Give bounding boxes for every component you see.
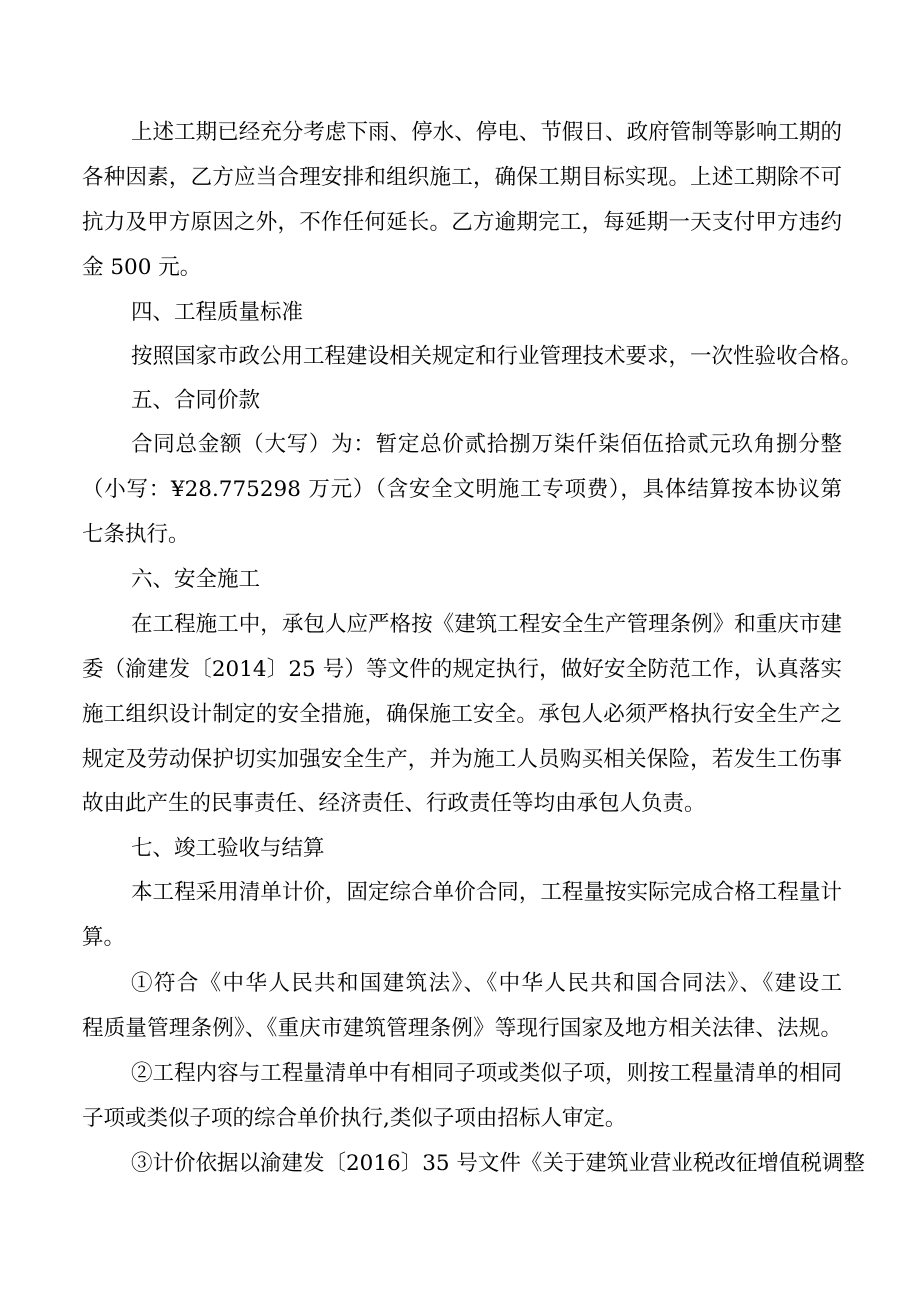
paragraph-line: 金 500 元。 — [82, 255, 202, 280]
section-heading-quality: 四、工程质量标准 — [131, 300, 304, 325]
paragraph-line: （小写：¥28.775298 万元）（含安全文明施工专项费），具体结算按本协议第 — [82, 477, 842, 502]
paragraph-line: 规定及劳动保护切实加强安全生产，并为施工人员购买相关保险，若发生工伤事 — [82, 747, 842, 772]
section-heading-price: 五、合同价款 — [131, 388, 261, 413]
paragraph-line: 委（渝建发〔2014〕25 号）等文件的规定执行，做好安全防范工作，认真落实 — [82, 657, 842, 682]
paragraph-line: 上述工期已经充分考虑下雨、停水、停电、节假日、政府管制等影响工期的 — [131, 120, 842, 145]
list-item-line: 程质量管理条例》、《重庆市建筑管理条例》等现行国家及地方相关法律、法规。 — [82, 1016, 842, 1041]
paragraph-line: 七条执行。 — [82, 522, 190, 547]
paragraph-line: 在工程施工中，承包人应严格按《建筑工程安全生产管理条例》和重庆市建 — [131, 612, 842, 637]
paragraph-line: 故由此产生的民事责任、经济责任、行政责任等均由承包人负责。 — [82, 791, 706, 816]
paragraph-line: 抗力及甲方原因之外，不作任何延长。乙方逾期完工，每延期一天支付甲方违约 — [82, 210, 842, 235]
paragraph-line: 各种因素，乙方应当合理安排和组织施工，确保工期目标实现。上述工期除不可 — [82, 165, 842, 190]
paragraph-line: 施工组织设计制定的安全措施，确保施工安全。承包人必须严格执行安全生产之 — [82, 702, 842, 727]
paragraph-line: 按照国家市政公用工程建设相关规定和行业管理技术要求，一次性验收合格。 — [131, 344, 863, 369]
list-item-line: ③计价依据以渝建发〔2016〕35 号文件《关于建筑业营业税改征增值税调整 — [131, 1151, 865, 1176]
section-heading-safety: 六、安全施工 — [131, 567, 261, 592]
paragraph-line: 本工程采用清单计价，固定综合单价合同，工程量按实际完成合格工程量计 — [131, 880, 842, 905]
list-item-line: 子项或类似子项的综合单价执行,类似子项由招标人审定。 — [82, 1106, 627, 1131]
list-item-line: ②工程内容与工程量清单中有相同子项或类似子项，则按工程量清单的相同 — [131, 1061, 842, 1086]
paragraph-line: 合同总金额（大写）为：暂定总价贰拾捌万柒仟柒佰伍拾贰元玖角捌分整 — [131, 432, 842, 457]
paragraph-line: 算。 — [82, 925, 126, 950]
list-item-line: ①符合《中华人民共和国建筑法》、《中华人民共和国合同法》、《建设工 — [131, 971, 842, 996]
section-heading-acceptance: 七、竣工验收与结算 — [131, 836, 325, 861]
